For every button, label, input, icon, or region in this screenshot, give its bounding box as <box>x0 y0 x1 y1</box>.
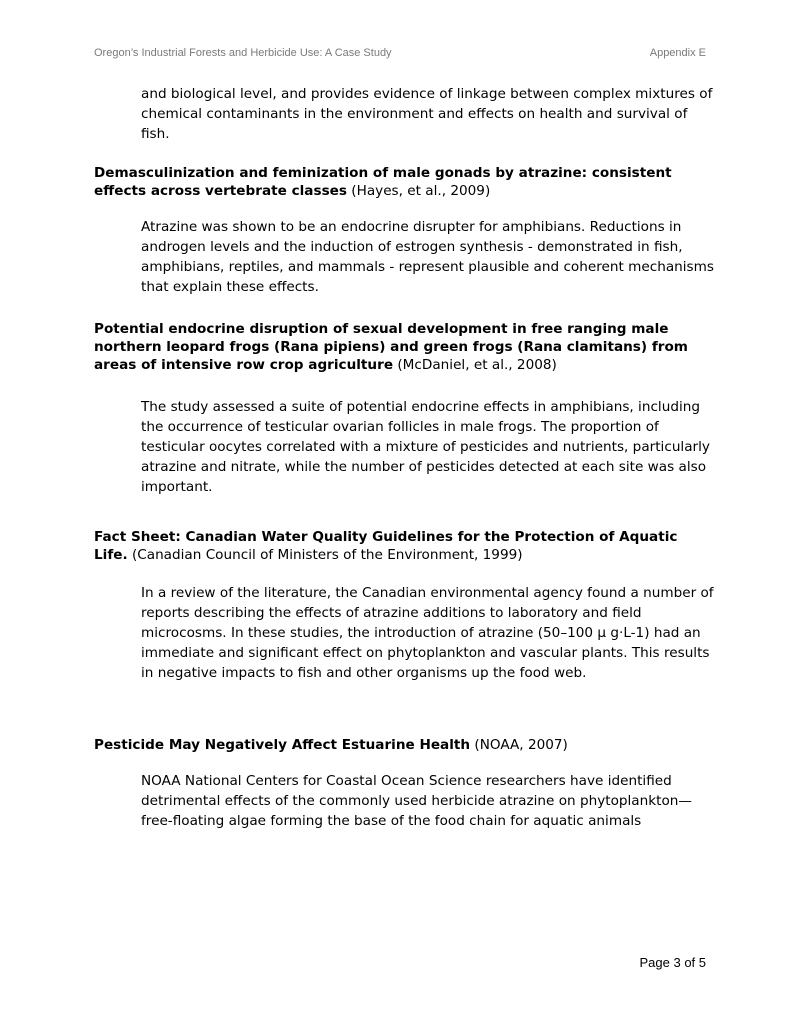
document-title: Oregon’s Industrial Forests and Herbicide Use: A Case Study <box>94 47 392 59</box>
entry-heading <box>94 528 714 564</box>
page-number: Page 3 of 5 <box>639 955 706 970</box>
entry-summary: Atrazine was shown to be an endocrine disrupter for amphibians. Reductions in androgen levels and the induction of estrogen synthesis - demonstrated in fish, amphibians, reptiles, and mammals - represent plausible and coherent mechanisms that explain these effects. <box>141 219 714 295</box>
entry-summary: In a review of the literature, the Canadian environmental agency found a number of reports describing the effects of atrazine additions to laboratory and field microcosms. In these studies, the introduction of atrazine (50–100 µ g·L-1) had an immediate and significant effect on phytoplankton and vascular plants. This results in negative impacts to fish and other organisms up the food web. <box>141 585 714 681</box>
entry-noaa-summary-block <box>94 771 714 831</box>
intro-block <box>94 84 714 144</box>
entry-title: Fact Sheet: Canadian Water Quality Guidelines for the Protection of Aquatic Life. <box>94 529 678 563</box>
entry-hayes-summary-block <box>94 217 714 297</box>
entry-summary: NOAA National Centers for Coastal Ocean Science researchers have identified detrimental effects of the commonly used herbicide atrazine on phytoplankton—free-floating algae forming the base of the food chain for aquatic animals <box>141 773 692 829</box>
entry-title: Potential endocrine disruption of sexual development in free ranging male northern leopard frogs (Rana pipiens) and green frogs (Rana clamitans) from areas of intensive row crop agriculture <box>94 321 688 373</box>
entry-summary: The study assessed a suite of potential endocrine effects in amphibians, including the occurrence of testicular ovarian follicles in male frogs. The proportion of testicular oocytes correlated with a mixture of pesticides and nutrients, particularly atrazine and nitrate, while the number of pesticides detected at each site was also important. <box>141 399 710 495</box>
entry-heading <box>94 164 714 200</box>
entry-title: Demasculinization and feminization of male gonads by atrazine: consistent effects across vertebrate classes <box>94 165 672 199</box>
entry-ccme-summary-block <box>94 583 714 683</box>
entry-citation: (McDaniel, et al., 2008) <box>393 357 557 373</box>
entry-title: Pesticide May Negatively Affect Estuarine Health <box>94 737 471 753</box>
entry-mcdaniel <box>94 320 714 374</box>
entry-citation: (NOAA, 2007) <box>470 737 568 753</box>
entry-ccme <box>94 528 714 564</box>
entry-heading <box>94 320 714 374</box>
entry-citation: (Hayes, et al., 2009) <box>346 183 491 199</box>
entry-mcdaniel-summary-block <box>94 397 714 497</box>
entry-hayes <box>94 164 714 200</box>
entry-noaa <box>94 736 714 754</box>
entry-citation: (Canadian Council of Ministers of the Environment, 1999) <box>127 547 523 563</box>
intro-paragraph: and biological level, and provides evidence of linkage between complex mixtures of chemical contaminants in the environment and effects on health and survival of fish. <box>141 86 713 142</box>
entry-heading <box>94 736 714 754</box>
appendix-label: Appendix E <box>649 47 706 59</box>
